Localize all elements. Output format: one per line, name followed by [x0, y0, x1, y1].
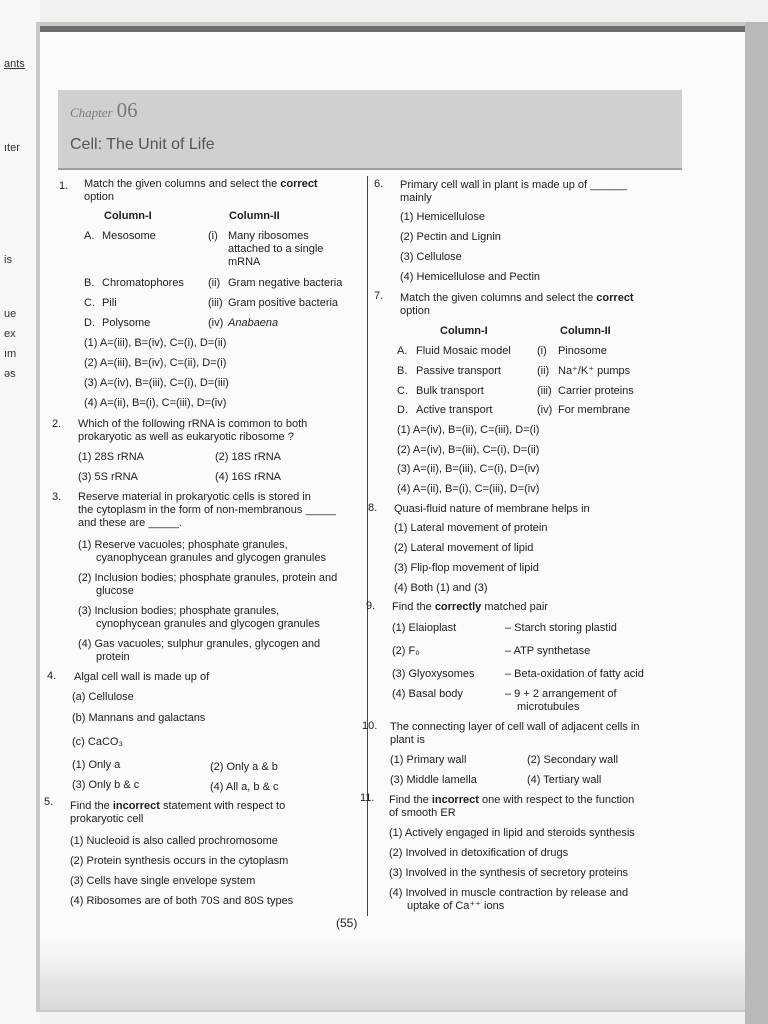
answer-option: (4) Ribosomes are of both 70S and 80S types — [70, 895, 294, 907]
match-key: (iii) — [208, 297, 223, 309]
answer-option: (3) Inclusion bodies; phosphate granules, — [78, 605, 280, 617]
match-item: mRNA — [228, 256, 261, 268]
answer-option: (4) 16S rRNA — [215, 471, 282, 483]
answer-option: (2) 18S rRNA — [215, 451, 282, 463]
sub-item: (a) Cellulose — [72, 691, 134, 703]
question-stem: Match the given columns and select the correct — [400, 292, 634, 304]
question-stem: The connecting layer of cell wall of adjacent cells in — [390, 721, 640, 733]
answer-option: (3) A=(iv), B=(iii), C=(i), D=(iii) — [84, 377, 229, 389]
question-stem: plant is — [390, 734, 425, 746]
edge-text: ex — [4, 328, 16, 340]
column-header: Column-I — [104, 210, 152, 222]
answer-option: (1) Only a — [72, 759, 121, 771]
match-row: A. — [397, 345, 408, 357]
match-row: B. — [397, 365, 408, 377]
answer-option: (2) Secondary wall — [527, 754, 619, 766]
edge-text: is — [4, 254, 12, 266]
answer-option: (4) Gas vacuoles; sulphur granules, glycogen and — [78, 638, 321, 650]
answer-option: (1) Lateral movement of protein — [394, 522, 548, 534]
chapter-number: 06 — [116, 98, 138, 122]
bottom-shade — [40, 940, 745, 1010]
question-number: 7. — [374, 290, 384, 302]
answer-option: (4) A=(ii), B=(i), C=(iii), D=(iv) — [84, 397, 227, 409]
match-item: Pili — [102, 297, 117, 309]
sub-item: (c) CaCO₃ — [72, 736, 123, 748]
pair-item: – 9 + 2 arrangement of — [505, 688, 617, 700]
edge-text: ıter — [4, 142, 20, 154]
question-stem: Algal cell wall is made up of — [74, 671, 210, 683]
question-stem: Which of the following rRNA is common to both — [78, 418, 308, 430]
answer-option: (2) Lateral movement of lipid — [394, 542, 534, 554]
answer-option: (3) Cells have single envelope system — [70, 875, 256, 887]
question-stem: Primary cell wall in plant is made up of ______ — [400, 179, 627, 191]
answer-option: (2) A=(iii), B=(iv), C=(ii), D=(i) — [84, 357, 227, 369]
answer-option: (1) A=(iii), B=(iv), C=(i), D=(ii) — [84, 337, 227, 349]
match-key: (i) — [537, 345, 547, 357]
question-stem: prokaryotic as well as eukaryotic ribosome ? — [78, 431, 294, 443]
pair-item: – Starch storing plastid — [505, 622, 617, 634]
answer-option: (3) Flip-flop movement of lipid — [394, 562, 539, 574]
match-item: attached to a single — [228, 243, 324, 255]
pair-item: microtubules — [517, 701, 580, 713]
question-number: 1. — [59, 180, 69, 192]
answer-option: protein — [96, 651, 130, 663]
match-row: D. — [84, 317, 95, 329]
pair-item: (1) Elaioplast — [392, 622, 457, 634]
answer-option: (1) A=(iv), B=(ii), C=(iii), D=(i) — [397, 424, 540, 436]
answer-option: (2) Inclusion bodies; phosphate granules, protein and — [78, 572, 338, 584]
answer-option: (4) Tertiary wall — [527, 774, 602, 786]
question-stem: Quasi-fluid nature of membrane helps in — [394, 503, 590, 515]
answer-option: (3) Involved in the synthesis of secretory proteins — [389, 867, 629, 879]
answer-option: (1) Reserve vacuoles; phosphate granules, — [78, 539, 288, 551]
match-item: Many ribosomes — [228, 230, 309, 242]
answer-option: (2) Protein synthesis occurs in the cytoplasm — [70, 855, 289, 867]
edge-text: ım — [4, 348, 17, 360]
answer-option: (1) 28S rRNA — [78, 451, 145, 463]
scan-right-band — [745, 22, 768, 1024]
pair-item: (4) Basal body — [392, 688, 463, 700]
match-item: Pinosome — [558, 345, 607, 357]
answer-option: (2) Only a & b — [210, 761, 278, 773]
chapter-title: Cell: The Unit of Life — [70, 136, 215, 153]
match-row: C. — [84, 297, 95, 309]
question-stem: mainly — [400, 192, 432, 204]
question-stem: prokaryotic cell — [70, 813, 144, 825]
answer-option: cynophycean granules and glycogen granules — [96, 618, 320, 630]
question-stem: Find the incorrect one with respect to the function — [389, 794, 635, 806]
question-number: 9. — [366, 600, 376, 612]
pair-item: – Beta-oxidation of fatty acid — [505, 668, 644, 680]
question-number: 3. — [52, 491, 62, 503]
match-item: Na⁺/K⁺ pumps — [558, 365, 631, 377]
match-item: Mesosome — [102, 230, 156, 242]
top-rule — [40, 26, 746, 32]
edge-text: ants — [4, 58, 25, 70]
answer-option: (2) A=(iv), B=(iii), C=(i), D=(ii) — [397, 444, 540, 456]
answer-option: (3) 5S rRNA — [78, 471, 138, 483]
column-header: Column-II — [560, 325, 611, 337]
question-stem: the cytoplasm in the form of non-membranous _____ — [78, 504, 337, 516]
answer-option: (4) A=(ii), B=(i), C=(iii), D=(iv) — [397, 483, 540, 495]
match-row: C. — [397, 385, 408, 397]
edge-text: ue — [4, 308, 17, 320]
question-stem: option — [84, 191, 114, 203]
question-number: 11. — [360, 792, 375, 804]
column-header: Column-I — [440, 325, 488, 337]
question-stem: Reserve material in prokaryotic cells is stored in — [78, 491, 311, 503]
question-number: 8. — [368, 502, 378, 514]
question-number: 10. — [362, 720, 378, 732]
match-item: Carrier proteins — [558, 385, 634, 397]
answer-option: uptake of Ca⁺⁺ ions — [407, 900, 505, 912]
match-key: (i) — [208, 230, 218, 242]
match-key: (iii) — [537, 385, 552, 397]
match-item: For membrane — [558, 404, 631, 416]
answer-option: (1) Primary wall — [390, 754, 467, 766]
question-stem: and these are _____. — [78, 517, 182, 529]
question-stem: of smooth ER — [389, 807, 456, 819]
match-item: Gram positive bacteria — [228, 297, 339, 309]
answer-option: (4) Hemicellulose and Pectin — [400, 271, 541, 283]
match-key: (iv) — [208, 317, 224, 329]
match-row: B. — [84, 277, 95, 289]
answer-option: (2) Involved in detoxification of drugs — [389, 847, 569, 859]
question-number: 5. — [44, 796, 54, 808]
answer-option: (3) Cellulose — [400, 251, 462, 263]
question-stem: option — [400, 305, 430, 317]
match-row: A. — [84, 230, 95, 242]
match-item: Chromatophores — [102, 277, 184, 289]
match-row: D. — [397, 404, 408, 416]
answer-option: (4) Involved in muscle contraction by release and — [389, 887, 629, 899]
answer-option: glucose — [96, 585, 134, 597]
match-item: Passive transport — [416, 365, 501, 377]
match-item: Anabaena — [228, 317, 279, 329]
answer-option: (1) Actively engaged in lipid and steroids synthesis — [389, 827, 635, 839]
pair-item: (2) F₀ — [392, 645, 420, 657]
match-key: (ii) — [537, 365, 550, 377]
match-item: Active transport — [416, 404, 493, 416]
column-divider — [367, 176, 368, 916]
answer-option: (3) Middle lamella — [390, 774, 477, 786]
edge-text: əs — [4, 368, 16, 380]
page-number: (55) — [336, 916, 358, 930]
pair-item: – ATP synthetase — [505, 645, 591, 657]
sub-item: (b) Mannans and galactans — [72, 712, 206, 724]
answer-option: (3) Only b & c — [72, 779, 140, 791]
question-stem: Find the correctly matched pair — [392, 601, 548, 613]
question-number: 2. — [52, 418, 62, 430]
adjacent-page-edge — [0, 0, 40, 1024]
match-item: Polysome — [102, 317, 151, 329]
answer-option: (4) All a, b & c — [210, 781, 279, 793]
match-item: Bulk transport — [416, 385, 484, 397]
match-key: (iv) — [537, 404, 553, 416]
match-key: (ii) — [208, 277, 221, 289]
column-header: Column-II — [229, 210, 280, 222]
match-item: Gram negative bacteria — [228, 277, 343, 289]
match-item: Fluid Mosaic model — [416, 345, 511, 357]
answer-option: (1) Hemicellulose — [400, 211, 485, 223]
question-stem: Find the incorrect statement with respect to — [70, 800, 286, 812]
question-stem: Match the given columns and select the correct — [84, 178, 318, 190]
chapter-label: Chapter 06 — [70, 98, 138, 122]
chapter-header — [58, 90, 682, 170]
answer-option: (2) Pectin and Lignin — [400, 231, 501, 243]
answer-option: (3) A=(ii), B=(iii), C=(i), D=(iv) — [397, 463, 540, 475]
answer-option: (1) Nucleoid is also called prochromosome — [70, 835, 278, 847]
answer-option: (4) Both (1) and (3) — [394, 582, 488, 594]
pair-item: (3) Glyoxysomes — [392, 668, 475, 680]
question-number: 6. — [374, 178, 384, 190]
answer-option: cyanophycean granules and glycogen granules — [96, 552, 326, 564]
question-number: 4. — [47, 670, 57, 682]
